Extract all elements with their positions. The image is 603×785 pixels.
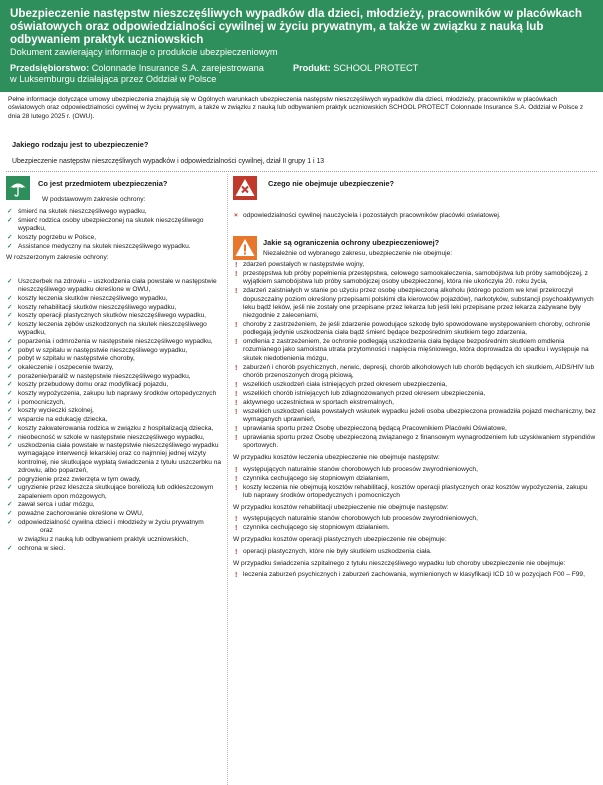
list-item: ! występujących naturalnie stanów chorobowych lub procesów zwyrodnieniowych, bbox=[235, 464, 478, 474]
list-item: ✓ poparzenia i odmrożenia w następstwie nieszczęśliwego wypadku, bbox=[7, 337, 213, 345]
list-item: ! uprawiania sportu przez Osobę ubezpieczoną związanego z finansowym wynagrodzeniem lub uzyskiwaniem stypendiów sportowych. bbox=[235, 433, 596, 450]
company-value: Colonnade Insurance S.A. zarejestrowana bbox=[91, 63, 264, 73]
list-item: ✓ ochrona w sieci. bbox=[7, 544, 66, 552]
list-item: ✓ śmierć rodzica osoby ubezpieczonej na skutek nieszczęśliwego wypadku, bbox=[7, 216, 204, 233]
list-item: ✓ porażenie/paraliż w następstwie nieszczęśliwego wypadku, bbox=[7, 372, 191, 380]
list-item: ✓ koszty rehabilitacji skutków nieszczęśliwego wypadku, bbox=[7, 303, 177, 311]
covered-section-title: Co jest przedmiotem ubezpieczenia? bbox=[38, 179, 168, 188]
company-value-2: w Luksemburgu działająca przez Oddział w Polsce bbox=[10, 74, 217, 84]
limits-section-title: Jakie są ograniczenia ochrony ubezpieczeniowej? bbox=[263, 238, 440, 247]
list-item: ✓ uszkodzenia ciała powstałe w następstwie nieszczęśliwego wypadku wymagające interwencji lekarskiej oraz co najmniej jednej wizyty kontrolnej, nie skutkujące wypłatą świadczenia z tytułu uszczerbku na zdrowiu, albo poparzeń, bbox=[7, 442, 222, 474]
company-product-row bbox=[10, 63, 593, 74]
basic-scope-lead: W podstawowym zakresie ochrony: bbox=[42, 196, 146, 203]
company-label: Przedsiębiorstwo: bbox=[10, 63, 90, 73]
limits-list bbox=[233, 261, 597, 450]
covered-column bbox=[6, 196, 224, 553]
document-subtitle: Dokument zawierający informacje o produkcie ubezpieczeniowym bbox=[10, 47, 278, 57]
limits-lead: Niezależnie od wybranego zakresu, ubezpieczenie nie obejmuje: bbox=[263, 250, 453, 257]
list-item: ✓ koszty operacji plastycznych skutków nieszczęśliwego wypadku, bbox=[7, 312, 207, 320]
list-item: ! leczenia zaburzeń psychicznych i zaburzeń zachowania, wymienionych w klasyfikacji ICD 10 w pozycjach F00 – F99, bbox=[235, 570, 585, 580]
insurance-type-question: Jakiego rodzaju jest to ubezpieczenie? bbox=[12, 140, 149, 149]
list-item: ✓ ugryzienie przez kleszcza skutkujące boreliozą lub odkleszczowym zapaleniem opon mózgowych, bbox=[7, 484, 214, 500]
section-divider bbox=[6, 171, 597, 172]
not-covered-column bbox=[233, 212, 597, 220]
list-item: oraz bbox=[40, 527, 53, 535]
list-item: ! zdarzeń powstałych w następstwie wojny, bbox=[235, 260, 365, 270]
list-item: ✓ nieobecność w szkole w następstwie nieszczęśliwego wypadku, bbox=[7, 433, 205, 441]
list-item: ✓ wsparcie na edukację dziecka, bbox=[7, 416, 108, 424]
list-item: ! zdarzeń zaistniałych w stanie po użyciu przez osobę ubezpieczoną alkoholu (którego poziom we krwi przekroczył dopuszczalny poziom określony przepisami polskimi dla kierowców pojazdów), narkotyków, substancji psychoaktywnych leku bądź leków, jeśli nie zostały one przepisane przez lekarza lub jeśli leki przepisane przez lekarza zażywane były niezgodnie z zaleceniami, bbox=[235, 286, 594, 320]
list-item: ✓ pobyt w szpitalu w następstwie nieszczęśliwego wypadku, bbox=[7, 346, 188, 354]
list-item: ! występujących naturalnie stanów chorobowych lub procesów zwyrodnieniowych, bbox=[235, 514, 478, 524]
hospital-list bbox=[233, 571, 597, 579]
list-item: ! operacji plastycznych, które nie były skutkiem uszkodzenia ciała. bbox=[235, 546, 432, 556]
list-item: ✓ poważne zachorowanie określone w OWU, bbox=[7, 509, 144, 517]
rehab-lead: W przypadku kosztów rehabilitacji ubezpieczenie nie obejmuje następstw: bbox=[233, 504, 449, 512]
list-item: ✓ pogryzienie przez zwierzęta w tym owady, bbox=[7, 475, 141, 483]
list-item: ! choroby z zastrzeżeniem, że jeśli zdarzenie powodujące szkodę było spowodowane występowaniem choroby, ochronie podlegają jedynie uszkodzenia ciała bądź śmierć będące bezpośrednim skutkiem tego zdarzenia, bbox=[235, 320, 591, 337]
list-item: ✓ śmierć na skutek nieszczęśliwego wypadku, bbox=[7, 208, 147, 216]
list-item: ! koszty leczenia nie obejmują kosztów rehabilitacji, kosztów operacji plastycznych oraz kosztów wypożyczenia, zakupu lub naprawy środków ortopedycznych i pomocniczych bbox=[235, 482, 588, 499]
plastic-lead: W przypadku kosztów operacji plastycznych ubezpieczenie nie obejmuje: bbox=[233, 536, 447, 544]
insurance-type-answer: Ubezpieczenie następstw nieszczęśliwych wypadków i odpowiedzialności cywilnej, dział II grupy 1 i 13 bbox=[12, 158, 325, 165]
list-item: ! czynnika cechującego się stopniowym działaniem. bbox=[235, 523, 390, 533]
list-item: ✓ koszty leczenia skutków nieszczęśliwego wypadku, bbox=[7, 294, 168, 302]
list-item: × odpowiedzialności cywilnej nauczyciela i pozostałych pracowników placówki oświatowej. bbox=[234, 212, 501, 219]
product-value: SCHOOL PROTECT bbox=[333, 63, 419, 73]
list-item: ✓ koszty pogrzebu w Polsce, bbox=[7, 233, 97, 241]
rehab-list bbox=[233, 515, 597, 532]
list-item: ✓ pobyt w szpitalu w następstwie choroby, bbox=[7, 355, 135, 363]
list-item: ✓ Assistance medyczny na skutek nieszczęśliwego wypadku. bbox=[7, 242, 191, 250]
not-covered-section-title: Czego nie obejmuje ubezpieczenie? bbox=[268, 179, 395, 188]
list-item: ! czynnika cechującego się stopniowym działaniem, bbox=[235, 473, 390, 483]
list-item: ! omdlenia z zastrzeżeniem, że ochronie podlegają uszkodzenia ciała będące bezpośrednim skutkiem omdlenia rozumianego jako samoistna utrata przytomności i napięcia mięśniowego, która doprowadza do upadku i występuje na skutek niedotlenienia mózgu, bbox=[235, 337, 589, 362]
extended-scope-list bbox=[6, 278, 224, 553]
intro-paragraph: Pełne informacje dotyczące umowy ubezpieczenia znajdują się w Ogólnych warunkach ubezpieczenia następstw nieszczęśliwych wypadków dla dzieci, młodzieży, pracowników w placówkach oświatowych oraz odpowiedzialności cywilnej w życiu prywatnym, a także w związku z nauką lub odbywaniem praktyk uczniowskich SCHOOL PROTECT Colonnade Insurance S.A. Oddział w Polsce z dnia 28 lutego 2025 r. (OWU). bbox=[8, 96, 584, 120]
list-item: ✓ okaleczenie i oszpecenie twarzy, bbox=[7, 363, 114, 371]
list-item: ! wszelkich uszkodzeń ciała powstałych wskutek wypadku jeżeli osoba ubezpieczona prowadziła pojazd mechaniczny, bez wymaganych uprawnień, bbox=[235, 406, 596, 424]
list-item: ! przestępstwa lub próby popełnienia przestępstwa, celowego samookaleczenia, samobójstwa lub próby samobójczej, z wyjątkiem samobójstwa lub próby samobójczej osoby ubezpieczonej, która nie ukończyła 20. roku życia, bbox=[235, 269, 588, 286]
list-item: ✓ koszty wycieczki szkolnej, bbox=[7, 407, 94, 415]
list-item: ! zaburzeń i chorób psychicznych, nerwic, depresji, chorób alkoholowych lub chorób będących ich skutkiem, AIDS/HIV lub chorób przenoszonych drogą płciową, bbox=[235, 362, 595, 379]
limits-column bbox=[233, 250, 597, 580]
treatment-lead: W przypadku kosztów leczenia ubezpieczenie nie obejmuje następstw: bbox=[233, 454, 440, 462]
header-banner bbox=[0, 0, 603, 92]
list-item: ✓ koszty leczenia zębów uszkodzonych na skutek nieszczęśliwego wypadku, bbox=[7, 320, 207, 337]
basic-scope-list bbox=[6, 208, 224, 251]
list-item: ! uprawiania sportu przez Osobę ubezpieczoną będącą Pracownikiem Placówki Oświatowe, bbox=[235, 424, 507, 434]
list-item: ✓ odpowiedzialność cywilna dzieci i młodzieży w życiu prywatnym bbox=[7, 518, 204, 526]
list-item: w związku z nauką lub odbywaniem praktyk uczniowskich, bbox=[18, 536, 189, 544]
treatment-list bbox=[233, 466, 597, 500]
list-item: ✓ koszty przebudowy domu oraz modyfikacji pojazdu, bbox=[7, 381, 169, 389]
list-item: ✓ koszty wypożyczenia, zakupu lub naprawy środków ortopedycznych bbox=[7, 390, 217, 398]
document-title: Ubezpieczenie następstw nieszczęśliwych wypadków dla dzieci, młodzieży, pracowników w placówkach oświatowych oraz odpowiedzialności cywilnej w życiu prywatnym, a także w związku z nauką lub odbywaniem praktyk uczniowskich bbox=[10, 7, 582, 46]
product-label: Produkt: bbox=[292, 63, 331, 73]
list-item: ✓ Uszczerbek na zdrowiu – uszkodzenia ciała powstałe w następstwie nieszczęśliwego wypadku określone w OWU, bbox=[7, 277, 217, 294]
list-item: ✓ koszty zakwaterowania rodzica w związku z hospitalizacją dziecka, bbox=[7, 424, 214, 432]
list-item: ✓ i pomocniczych, bbox=[7, 398, 65, 406]
cross-warning-icon bbox=[233, 176, 257, 200]
list-item: ! wszelkich chorób istniejących lub zdiagnozowanych przed okresem ubezpieczenia, bbox=[235, 388, 486, 398]
list-item: ! aktywnego uczestnictwa w sportach ekstremalnych, bbox=[235, 397, 394, 407]
column-divider bbox=[227, 174, 228, 785]
list-item: ✓ zawał serca i udar mózgu, bbox=[7, 501, 95, 509]
plastic-list bbox=[233, 548, 597, 556]
list-item: ! wszelkich uszkodzeń ciała istniejących przed okresem ubezpieczenia, bbox=[235, 379, 448, 389]
hospital-lead: W przypadku świadczenia szpitalnego z tytułu nieszczęśliwego wypadku lub choroby ubezpieczenie nie obejmuje: bbox=[233, 559, 566, 567]
extended-scope-lead: W rozszerzonym zakresie ochrony: bbox=[6, 253, 109, 261]
